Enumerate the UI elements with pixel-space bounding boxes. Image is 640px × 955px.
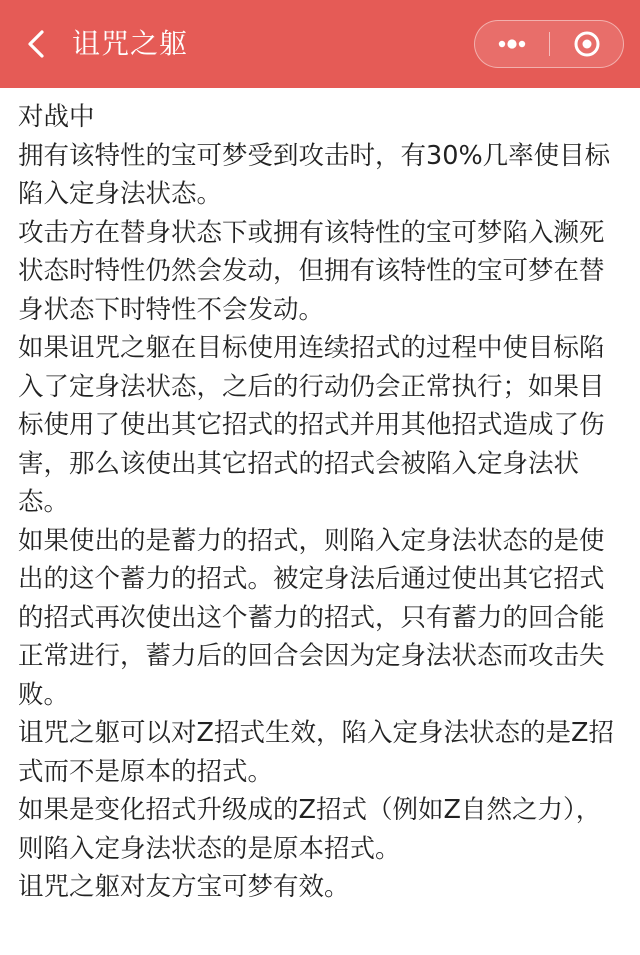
paragraph-multi-hit: 如果诅咒之躯在目标使用连续招式的过程中使目标陷入了定身法状态，之后的行动仍会正常执行；如果目标使用了使出其它招式的招式并用其他招式造成了伤害，那么该使出其它招式的招式会被陷入定身法状态。 [18,333,605,517]
ability-description [18,98,624,907]
paragraph-z-move: 诅咒之躯可以对Z招式生效，陷入定身法状态的是Z招式而不是原本的招式。 [18,718,614,787]
more-dots-icon [475,21,549,67]
mini-program-capsule [474,20,624,68]
back-button[interactable] [18,24,58,64]
page-title: 诅咒之躯 [72,27,189,60]
paragraph-substitute: 攻击方在替身状态下或拥有该特性的宝可梦陷入濒死状态时特性仍然会发动，但拥有该特性的宝可梦在替身状态下时特性不会发动。 [18,217,605,325]
paragraph-effect: 拥有该特性的宝可梦受到攻击时，有30%几率使目标陷入定身法状态。 [18,140,611,209]
navigation-bar [0,0,640,88]
paragraph-ally: 诅咒之躯对友方宝可梦有效。 [18,872,350,902]
paragraph-battle-heading: 对战中 [18,102,95,132]
paragraph-status-z-move: 如果是变化招式升级成的Z招式（例如Z自然之力），则陷入定身法状态的是原本招式。 [18,795,602,864]
chevron-left-icon [18,24,58,64]
close-button[interactable] [550,21,624,67]
paragraph-charge-move: 如果使出的是蓄力的招式，则陷入定身法状态的是使出的这个蓄力的招式。被定身法后通过使出其它招式的招式再次使出这个蓄力的招式，只有蓄力的回合能正常进行，蓄力后的回合会因为定身法状态而攻击失败。 [18,525,605,710]
target-circle-icon [550,21,624,67]
more-button[interactable] [475,21,549,67]
